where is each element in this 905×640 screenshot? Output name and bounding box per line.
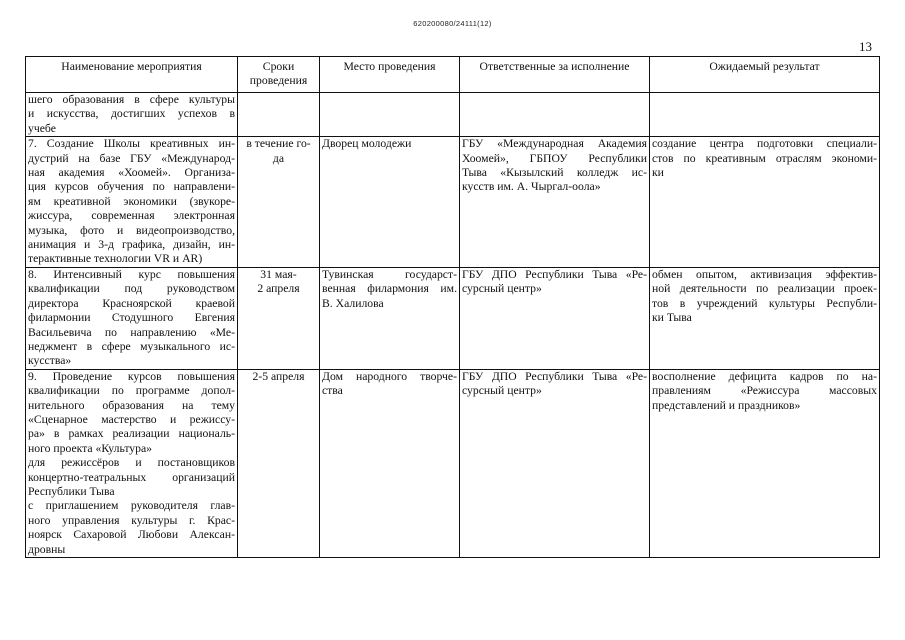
cell-text-line: ра» в рамках реализации националь- <box>28 427 235 441</box>
column-header-responsible: Ответственные за исполнение <box>460 57 650 93</box>
column-header-place: Место проведения <box>320 57 460 93</box>
cell-place <box>320 267 460 369</box>
cell-name <box>26 267 238 369</box>
cell-text-line: ция курсов обучения по направлени- <box>28 180 235 194</box>
cell-text-line: ства <box>322 384 343 398</box>
column-header-period: Сроки проведения <box>238 57 320 93</box>
cell-text-line: шего образования в сфере культуры <box>28 93 235 106</box>
cell-text-line: сурсный центр» <box>462 384 542 398</box>
cell-text-line: музыка, фото и видеопроизводство, <box>28 223 235 237</box>
cell-result <box>650 369 880 557</box>
events-table <box>25 56 880 558</box>
cell-period <box>238 137 320 268</box>
cell-text-line: ного проекта «Культура» <box>28 441 153 455</box>
column-header-result: Ожидаемый результат <box>650 57 880 93</box>
cell-period <box>238 93 320 137</box>
cell-text-line: 9. Проведение курсов повышения <box>28 369 235 383</box>
cell-responsible <box>460 137 650 268</box>
cell-text-line: для режиссёров и постановщиков <box>28 456 235 470</box>
cell-text-line: сурсный центр» <box>462 282 542 296</box>
table-row <box>26 137 880 268</box>
cell-text-line: и искусства, достигших успехов в <box>28 107 235 121</box>
cell-text-line: в течение го- <box>246 137 311 151</box>
cell-text-line: ГБУ ДПО Республики Тыва «Ре- <box>462 369 647 383</box>
cell-text-line: Васильевича по направлению «Ме- <box>28 325 235 339</box>
cell-text-line: ная академия «Хоомей». Организа- <box>28 166 235 180</box>
table-row <box>26 267 880 369</box>
cell-text-line: Дворец молодежи <box>322 137 412 151</box>
cell-text-line: Республики Тыва <box>28 484 115 498</box>
cell-text-line: стов по креативным отраслям экономи- <box>652 151 877 165</box>
cell-text-line: ям креативной экономики (звукоре- <box>28 194 235 208</box>
table-header-row <box>26 57 880 93</box>
cell-text-line: учебе <box>28 121 56 135</box>
cell-result <box>650 137 880 268</box>
cell-text-line: квалификации под руководством <box>28 282 235 296</box>
cell-place <box>320 369 460 557</box>
cell-text-line: «Сценарное мастерство и режиссу- <box>28 412 235 426</box>
cell-text-line: кусства» <box>28 354 72 368</box>
cell-text-line: ки Тыва <box>652 311 692 325</box>
cell-text-line: неджмент в сфере музыкального ис- <box>28 339 235 353</box>
cell-name <box>26 369 238 557</box>
cell-text-line: концертно-театральных организаций <box>28 470 235 484</box>
cell-text-line: В. Халилова <box>322 296 384 310</box>
cell-text-line: представлений и праздников» <box>652 398 801 412</box>
cell-text-line: 2 апреля <box>257 282 300 296</box>
cell-text-line: кусств им. А. Чыргал-оола» <box>462 180 601 194</box>
cell-place <box>320 93 460 137</box>
cell-text-line: ного управления культуры г. Крас- <box>28 513 235 527</box>
cell-text-line: терактивные технологии VR и AR) <box>28 252 203 266</box>
cell-result <box>650 267 880 369</box>
table-row <box>26 369 880 557</box>
cell-text-line: квалификации по программе допол- <box>28 384 235 398</box>
cell-result <box>650 93 880 137</box>
cell-text-line: ки <box>652 166 664 180</box>
cell-text-line: дустрий на базе ГБУ «Международ- <box>28 151 235 165</box>
cell-period <box>238 369 320 557</box>
cell-text-line: ноярск Сахаровой Любови Алексан- <box>28 528 235 542</box>
cell-responsible <box>460 93 650 137</box>
cell-text-line: 2-5 апреля <box>252 369 305 383</box>
table-body <box>26 93 880 558</box>
cell-responsible <box>460 369 650 557</box>
cell-text-line: Тыва «Кызылский колледж ис- <box>462 166 647 180</box>
cell-text-line: анимация и 3-д графика, дизайн, ин- <box>28 238 235 252</box>
document-code: 620200080/24111(12) <box>413 19 492 28</box>
cell-period <box>238 267 320 369</box>
cell-name <box>26 93 238 137</box>
cell-text-line: 8. Интенсивный курс повышения <box>28 267 235 281</box>
cell-text-line: тов в учреждений культуры Республи- <box>652 296 877 310</box>
cell-text-line: жиссура, современная электронная <box>28 209 235 223</box>
page-number: 13 <box>859 39 872 54</box>
cell-text-line: с приглашением руководителя глав- <box>28 499 235 513</box>
cell-text-line: ГБУ ДПО Республики Тыва «Ре- <box>462 267 647 281</box>
cell-text-line: филармонии Стодушного Евгения <box>28 311 235 325</box>
cell-text-line: 7. Создание Школы креативных ин- <box>28 137 235 151</box>
cell-text-line: Дом народного творче- <box>322 369 457 383</box>
cell-text-line: 31 мая- <box>260 267 297 281</box>
cell-place <box>320 137 460 268</box>
cell-text-line: да <box>272 151 285 165</box>
table-row <box>26 93 880 137</box>
cell-text-line: Хоомей», ГБПОУ Республики <box>462 151 647 165</box>
cell-text-line: создание центра подготовки специали- <box>652 137 877 151</box>
cell-text-line: Тувинская государст- <box>322 267 457 281</box>
cell-text-line: обмен опытом, активизация эффектив- <box>652 267 877 281</box>
cell-text-line: ной деятельности по реализации проек- <box>652 282 877 296</box>
cell-name <box>26 137 238 268</box>
cell-text-line: нительного образования на тему <box>28 398 235 412</box>
cell-text-line: правлениям «Режиссура массовых <box>652 384 877 398</box>
cell-responsible <box>460 267 650 369</box>
cell-text-line: венная филармония им. <box>322 282 457 296</box>
cell-text-line: директора Красноярской краевой <box>28 296 235 310</box>
cell-text-line: дровны <box>28 542 66 556</box>
cell-text-line: восполнение дефицита кадров по на- <box>652 369 877 383</box>
column-header-name: Наименование мероприятия <box>26 57 238 93</box>
cell-text-line: ГБУ «Международная Академия <box>462 137 647 151</box>
